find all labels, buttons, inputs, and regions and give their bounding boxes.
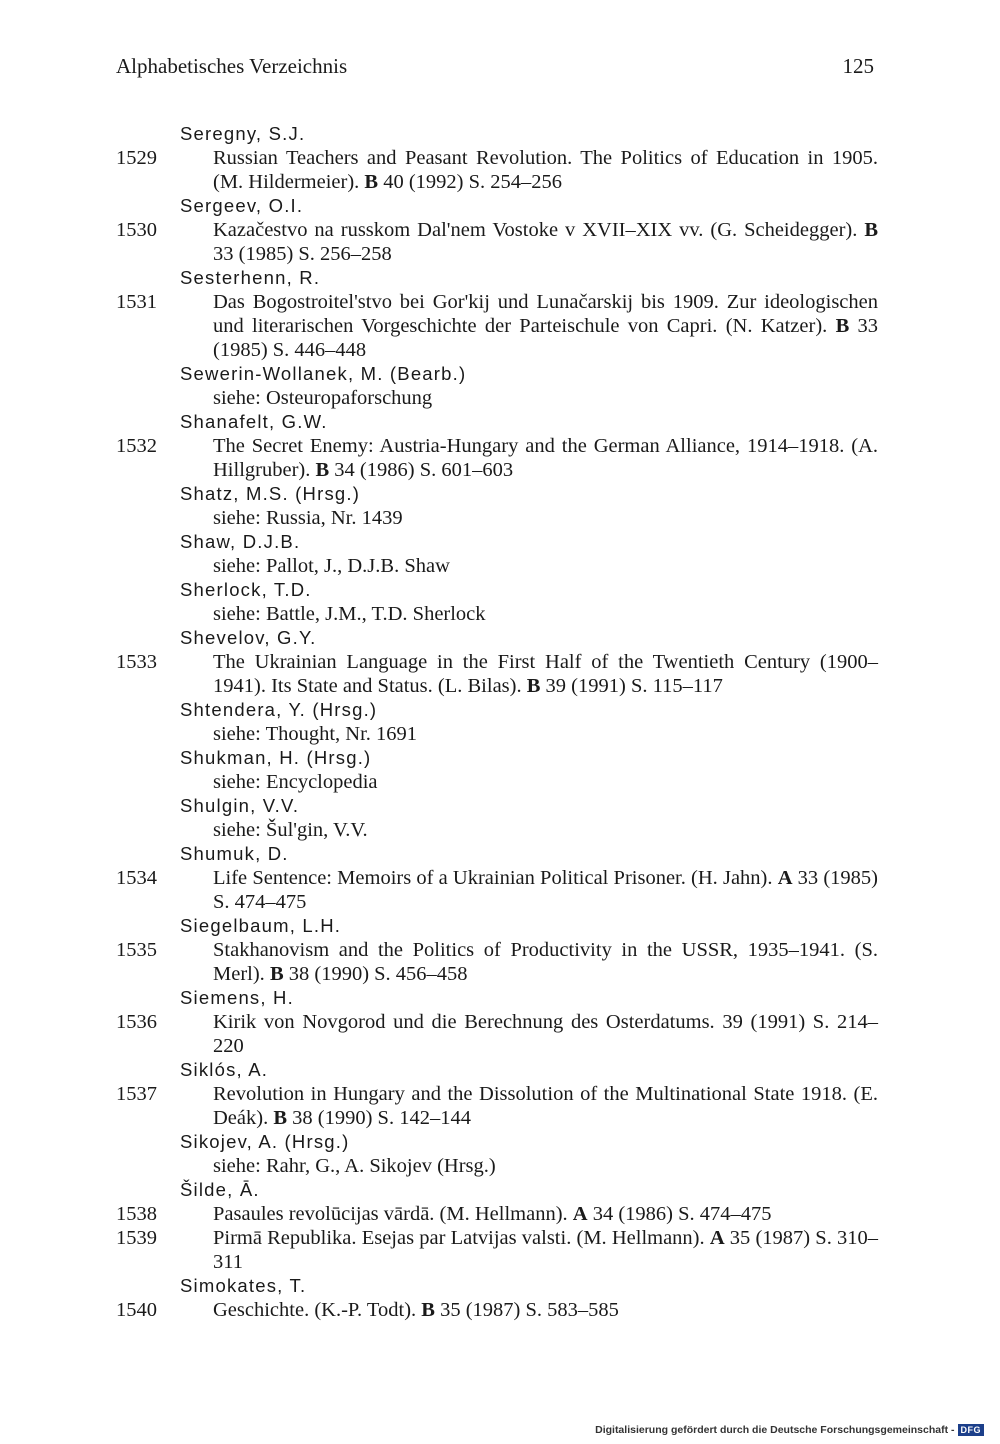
entry-citation: Geschichte. (K.-P. Todt). (213, 1299, 422, 1321)
journal-series: B (269, 963, 284, 985)
author-heading: Simokates, T. (180, 1275, 307, 1296)
volume-pages: 33 (1985) S. 474–475 (213, 867, 879, 913)
entry-citation: Das Bogostroitel'stvo bei Gor'kij und Lunačarskij bis 1909. Zur ideologischen und literarischen Vorgeschichte der Parteischule von Capri. (N. Katzer). (213, 291, 878, 337)
volume-pages: 35 (1987) S. 310–311 (213, 1227, 878, 1273)
review-entry (116, 218, 878, 266)
author-heading: Sesterhenn, R. (180, 267, 321, 288)
cross-reference: siehe: Battle, J.M., T.D. Sherlock (213, 603, 486, 625)
journal-series: A (572, 1203, 588, 1225)
entry-citation: Life Sentence: Memoirs of a Ukrainian Political Prisoner. (H. Jahn). (213, 867, 778, 889)
journal-series: B (421, 1299, 435, 1321)
volume-pages: 40 (1992) S. 254–256 (378, 171, 563, 193)
author-heading: Shanafelt, G.W. (180, 411, 328, 432)
entry-citation: Kirik von Novgorod und die Berechnung des Osterdatums. 39 (1991) S. 214–220 (213, 1011, 878, 1057)
entry-citation: The Ukrainian Language in the First Half of the Twentieth Century (1900–1941). Its State and Status. (L. Bilas). (213, 651, 878, 697)
entry-citation: Stakhanovism and the Politics of Productivity in the USSR, 1935–1941. (S. Merl). (213, 939, 878, 985)
review-entry (116, 146, 878, 194)
author-heading: Shukman, H. (Hrsg.) (180, 747, 372, 768)
author-heading: Siklós, A. (180, 1059, 269, 1080)
review-entry (116, 1226, 878, 1274)
cross-reference: siehe: Šul'gin, V.V. (213, 819, 368, 841)
journal-series: A (777, 867, 793, 889)
review-entry (116, 290, 878, 362)
journal-series: B (315, 459, 330, 481)
cross-reference: siehe: Thought, Nr. 1691 (213, 723, 418, 745)
cross-reference: siehe: Osteuropaforschung (213, 387, 433, 409)
journal-series: A (709, 1227, 725, 1249)
volume-pages: 34 (1986) S. 601–603 (329, 459, 514, 481)
volume-pages: 38 (1990) S. 142–144 (287, 1107, 471, 1129)
entry-citation: Revolution in Hungary and the Dissolution of the Multinational State 1918. (E. Deák). (213, 1083, 878, 1129)
digitization-credit (595, 1424, 984, 1436)
volume-pages: 39 (1991) S. 115–117 (540, 675, 723, 697)
review-entry (116, 1082, 878, 1130)
dfg-logo: DFG (958, 1424, 985, 1436)
entry-citation: The Secret Enemy: Austria-Hungary and the German Alliance, 1914–1918. (A. Hillgruber). (213, 435, 878, 481)
author-heading: Sikojev, A. (Hrsg.) (180, 1131, 350, 1152)
author-heading: Sherlock, T.D. (180, 579, 312, 600)
volume-pages: 34 (1986) S. 474–475 (587, 1203, 772, 1225)
entry-number: 1529 (116, 147, 157, 169)
cross-reference: siehe: Pallot, J., D.J.B. Shaw (213, 555, 450, 577)
journal-series: B (364, 171, 379, 193)
author-heading: Siegelbaum, L.H. (180, 915, 342, 936)
author-heading: Shevelov, G.Y. (180, 627, 317, 648)
review-entry (116, 434, 878, 482)
entry-number: 1540 (116, 1299, 157, 1321)
entry-citation: Pasaules revolūcijas vārdā. (M. Hellmann). (213, 1203, 573, 1225)
volume-pages: 38 (1990) S. 456–458 (283, 963, 468, 985)
review-entry (116, 1298, 878, 1322)
cross-reference: siehe: Russia, Nr. 1439 (213, 507, 403, 529)
author-heading: Seregny, S.J. (180, 123, 306, 144)
journal-series: B (273, 1107, 288, 1129)
page-header (116, 54, 874, 84)
running-title: Alphabetisches Verzeichnis (116, 54, 348, 78)
entry-number: 1539 (116, 1227, 157, 1249)
index-entries (116, 122, 878, 1322)
author-heading: Shtendera, Y. (Hrsg.) (180, 699, 378, 720)
journal-series: B (526, 675, 541, 697)
review-entry (116, 866, 878, 914)
author-heading: Sewerin-Wollanek, M. (Bearb.) (180, 363, 467, 384)
entry-number: 1531 (116, 291, 157, 313)
entry-number: 1533 (116, 651, 157, 673)
entry-number: 1535 (116, 939, 157, 961)
entry-citation: Pirmā Republika. Esejas par Latvijas valsti. (M. Hellmann). (213, 1227, 710, 1249)
author-heading: Shulgin, V.V. (180, 795, 300, 816)
entry-citation: Kazačestvo na russkom Dal'nem Vostoke v XVII–XIX vv. (G. Scheidegger). (213, 219, 865, 241)
journal-series: B (835, 315, 850, 337)
author-heading: Siemens, H. (180, 987, 294, 1008)
author-heading: Sergeev, O.I. (180, 195, 304, 216)
entry-citation: Russian Teachers and Peasant Revolution. The Politics of Education in 1905. (M. Hildermeier). (213, 147, 878, 193)
author-heading: Shatz, M.S. (Hrsg.) (180, 483, 361, 504)
entry-number: 1536 (116, 1011, 157, 1033)
volume-pages: 33 (1985) S. 446–448 (213, 315, 879, 361)
journal-series: B (864, 219, 878, 241)
credit-text: Digitalisierung gefördert durch die Deutsche Forschungsgemeinschaft - (595, 1424, 955, 1436)
volume-pages: 35 (1987) S. 583–585 (434, 1299, 619, 1321)
entry-number: 1538 (116, 1203, 157, 1225)
review-entry (116, 938, 878, 986)
cross-reference: siehe: Rahr, G., A. Sikojev (Hrsg.) (213, 1155, 496, 1177)
entry-number: 1532 (116, 435, 157, 457)
cross-reference: siehe: Encyclopedia (213, 771, 378, 793)
review-entry (116, 1202, 878, 1226)
entry-number: 1530 (116, 219, 157, 241)
review-entry (116, 1010, 878, 1058)
volume-pages: 33 (1985) S. 256–258 (213, 243, 392, 265)
entry-number: 1537 (116, 1083, 157, 1105)
author-heading: Shumuk, D. (180, 843, 289, 864)
page-number: 125 (842, 54, 874, 78)
author-heading: Šilde, Ā. (180, 1179, 260, 1200)
entry-number: 1534 (116, 867, 157, 889)
review-entry (116, 650, 878, 698)
author-heading: Shaw, D.J.B. (180, 531, 301, 552)
